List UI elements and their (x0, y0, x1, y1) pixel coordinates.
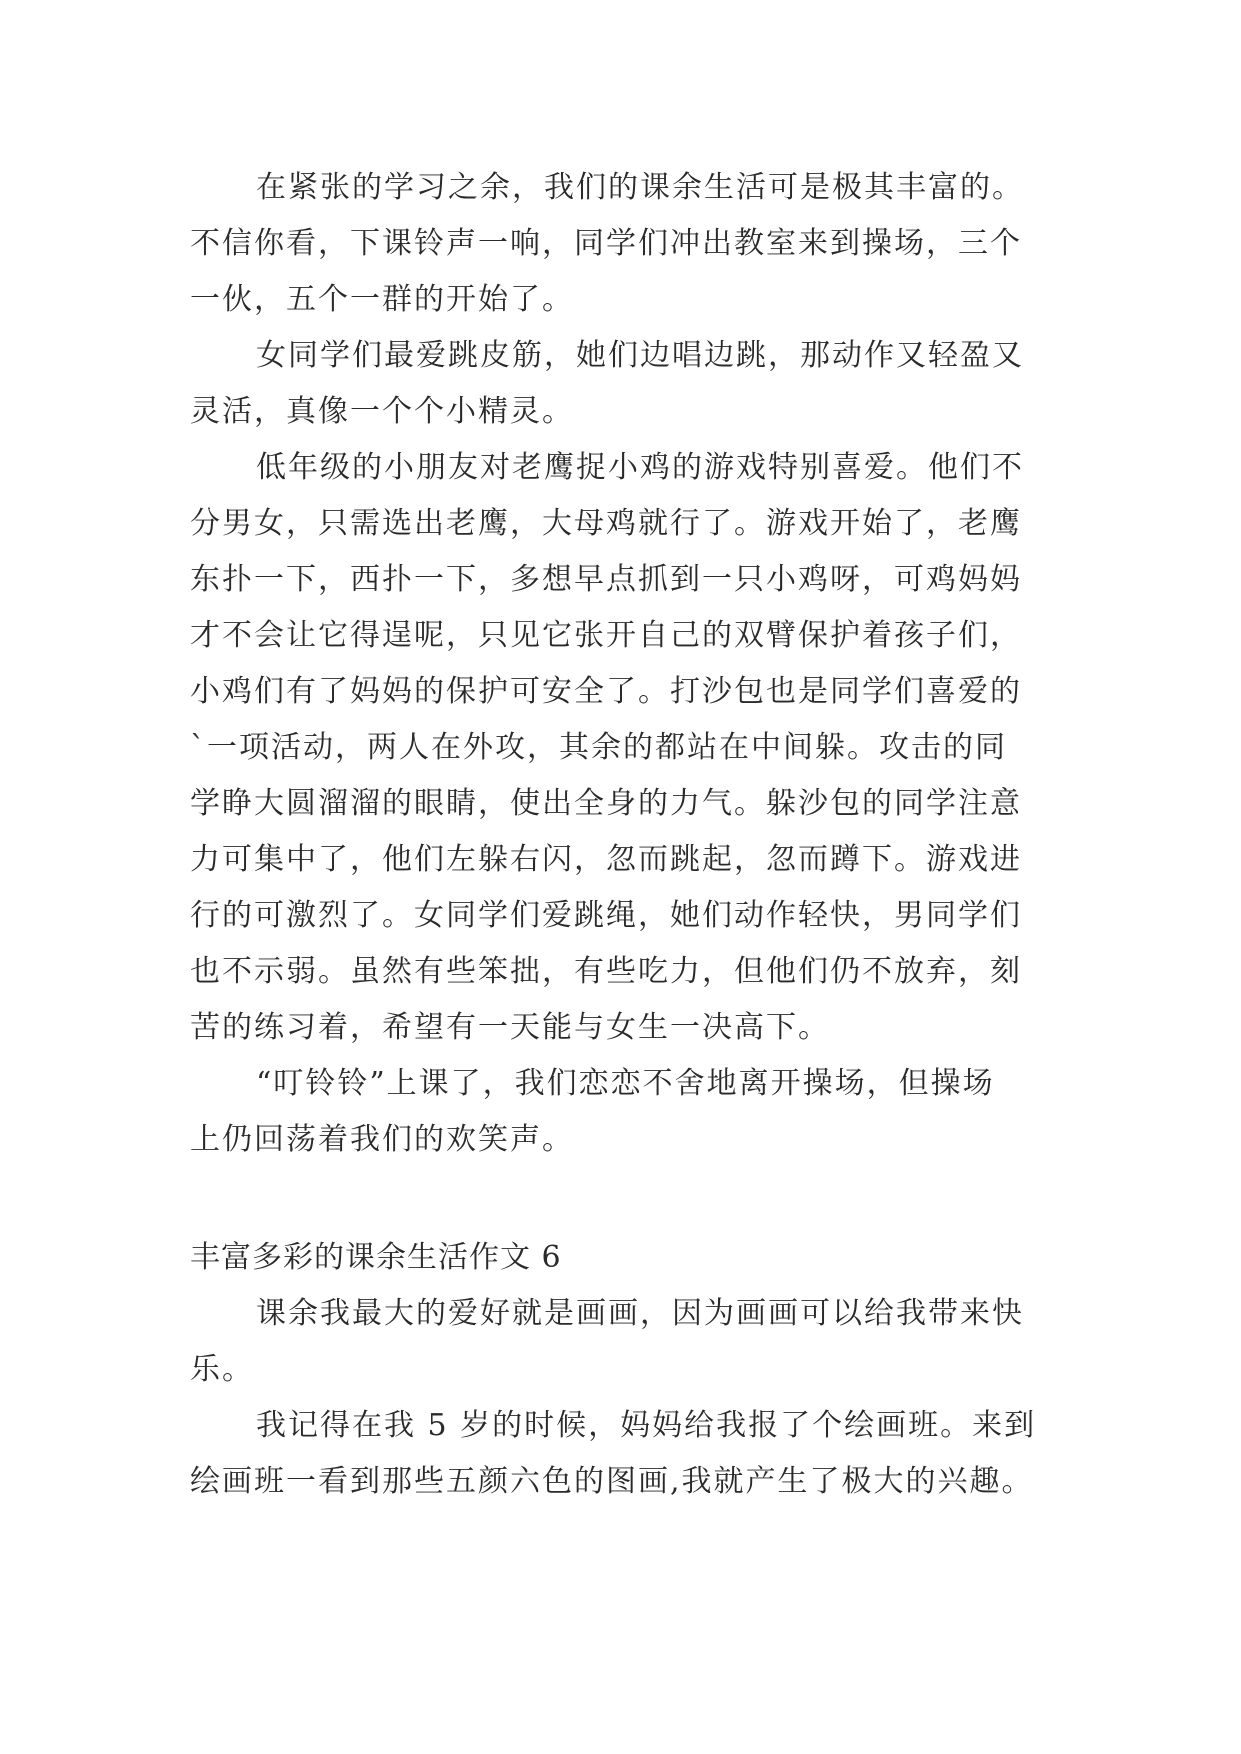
paragraph (190, 1056, 1058, 1168)
document-body (190, 160, 1058, 1510)
text-line: 学睁大圆溜溜的眼睛，使出全身的力气。躲沙包的同学注意 (190, 786, 1022, 821)
text-line: 力可集中了，他们左躲右闪，忽而跳起，忽而蹲下。游戏进 (190, 842, 1022, 877)
paragraph (190, 160, 1058, 328)
text-line: 课余我最大的爱好就是画画，因为画画可以给我带来快 (256, 1296, 1024, 1331)
text-line: 东扑一下，西扑一下，多想早点抓到一只小鸡呀，可鸡妈妈 (190, 562, 1022, 597)
text-line: 女同学们最爱跳皮筋，她们边唱边跳，那动作又轻盈又 (256, 338, 1024, 373)
text-line: 行的可激烈了。女同学们爱跳绳，她们动作轻快，男同学们 (190, 898, 1022, 933)
text-line: 不信你看，下课铃声一响，同学们冲出教室来到操场，三个 (190, 226, 1022, 261)
text-line: 一伙，五个一群的开始了。 (190, 282, 574, 317)
text-line: 绘画班一看到那些五颜六色的图画,我就产生了极大的兴趣。 (190, 1464, 1034, 1499)
text-line: `一项活动，两人在外攻，其余的都站在中间躲。攻击的同 (190, 730, 1007, 765)
text-line: 灵活，真像一个个小精灵。 (190, 394, 574, 429)
text-line: “叮铃铃”上课了，我们恋恋不舍地离开操场，但操场 (256, 1066, 995, 1101)
text-line: 我记得在我 5 岁的时候，妈妈给我报了个绘画班。来到 (256, 1408, 1037, 1443)
text-line: 才不会让它得逞呢，只见它张开自己的双臂保护着孩子们， (190, 618, 1022, 653)
paragraph (190, 328, 1058, 440)
paragraph (190, 1398, 1058, 1510)
text-line: 分男女，只需选出老鹰，大母鸡就行了。游戏开始了，老鹰 (190, 506, 1022, 541)
text-line: 乐。 (190, 1352, 254, 1387)
text-line: 在紧张的学习之余，我们的课余生活可是极其丰富的。 (256, 170, 1024, 205)
paragraph (190, 440, 1058, 1056)
section-spacer (190, 1168, 1058, 1230)
text-line: 上仍回荡着我们的欢笑声。 (190, 1122, 574, 1157)
section-title: 丰富多彩的课余生活作文 6 (190, 1240, 562, 1275)
text-line: 低年级的小朋友对老鹰捉小鸡的游戏特别喜爱。他们不 (256, 450, 1024, 485)
text-line: 苦的练习着，希望有一天能与女生一决高下。 (190, 1010, 830, 1045)
text-line: 小鸡们有了妈妈的保护可安全了。打沙包也是同学们喜爱的 (190, 674, 1022, 709)
text-line: 也不示弱。虽然有些笨拙，有些吃力，但他们仍不放弃，刻 (190, 954, 1022, 989)
paragraph (190, 1286, 1058, 1398)
